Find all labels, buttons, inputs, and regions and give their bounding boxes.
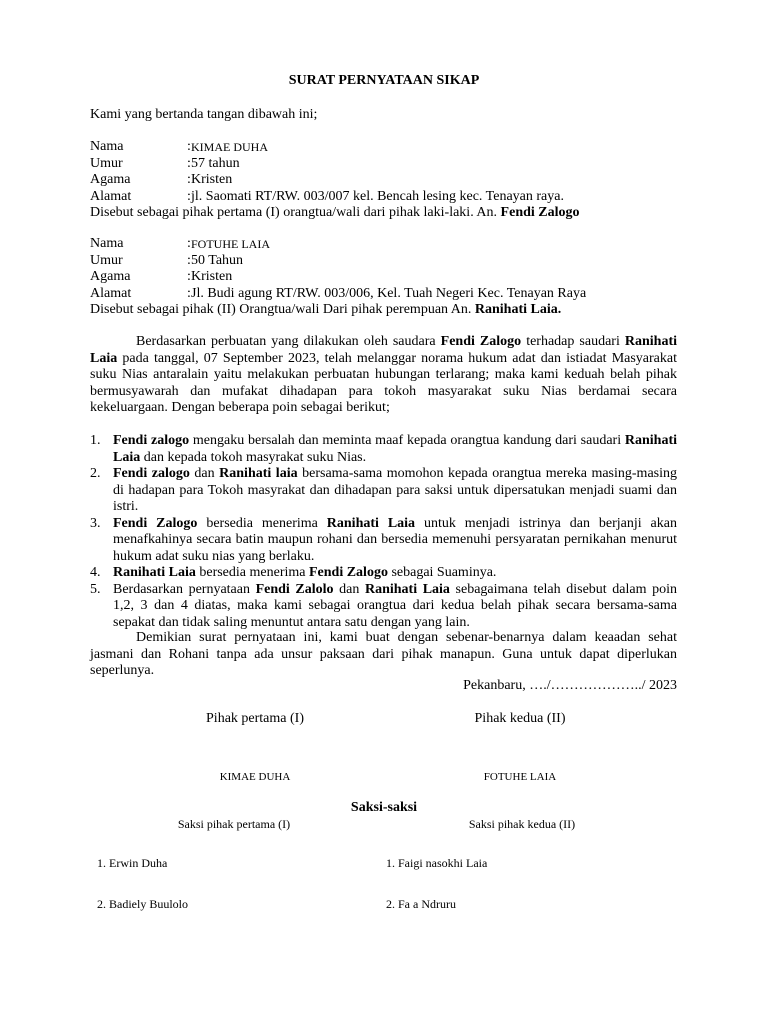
list-bold: Fendi Zalolo [255, 581, 334, 597]
body-name: Fendi Zalogo [440, 334, 522, 349]
party2-age-row [90, 253, 690, 270]
field-colon: : [187, 236, 191, 251]
list-number: 1. [90, 433, 101, 448]
party2-religion-row [90, 269, 690, 286]
field-label: Nama [90, 236, 124, 251]
sign-right-label: Pihak kedua (II) [474, 711, 566, 726]
list-bold: Fendi Zalogo [308, 565, 388, 580]
list-item [90, 516, 677, 566]
list-text [113, 582, 677, 632]
closing-paragraph: Demikian surat pernyataan ini, kami buat dengan sebenar-benarnya dalam keaadan sehat jasmani dan Rohani tanpa ada unsur paksaan dari pihak manapun. Guna untuk dapat diperlukan seperlunya. [90, 630, 677, 678]
list-number: 4. [90, 565, 101, 580]
party1-description [90, 205, 690, 222]
witness-right-1: 1. Faigi nasokhi Laia [386, 856, 488, 870]
list-plain: untuk menjadi istrinya dan berjanji akan menafkahinya secara batin maupun rohani dan bersedia memenuhi persyaratan pernikahan menurut hukum adat suku nias yang berlaku. [113, 515, 677, 564]
list-plain: bersama-sama momohon kepada orangtua mereka masing-masing di hadapan para Tokoh masyrakat dan dihadapan para saksi untuk dipersatukan menjadi suami dan istri. [113, 466, 677, 514]
field-value: 50 Tahun [191, 252, 244, 268]
party1-address-row [90, 189, 690, 206]
list-item [90, 466, 677, 516]
party1-identity [90, 139, 690, 222]
field-value: jl. Saomati RT/RW. 003/007 kel. Bencah lesing kec. Tenayan raya. [191, 188, 564, 204]
field-value: Jl. Budi agung RT/RW. 003/006, Kel. Tuah Negeri Kec. Tenayan Raya [191, 285, 587, 301]
description-text: Disebut sebagai pihak (II) Orangtua/wali Dari pihak perempuan An. [90, 302, 475, 317]
witness-left-1: 1. Erwin Duha [97, 856, 168, 870]
party1-age-row [90, 156, 690, 173]
list-plain: bersedia menerima [197, 515, 327, 531]
list-text [113, 516, 677, 566]
list-bold: Ranihati Laia [113, 565, 196, 580]
list-bold: Ranihati Laia [364, 581, 450, 597]
sign-left-name: KIMAE DUHA [219, 771, 291, 783]
field-label: Alamat [90, 188, 132, 204]
party2-address-row [90, 286, 690, 303]
party2-name-row [90, 236, 690, 253]
witness-right-2: 2. Fa a Ndruru [386, 897, 456, 911]
list-text [113, 466, 677, 516]
body-text: terhadap saudari [521, 334, 625, 349]
list-bold: Fendi zalogo [113, 433, 190, 448]
party1-religion-row [90, 172, 690, 189]
field-colon: : [187, 285, 191, 301]
list-plain: mengaku bersalah dan meminta maaf kepada orangtua kandung dari saudari [189, 433, 625, 448]
intro-text: Kami yang bertanda tangan dibawah ini; [90, 107, 318, 122]
list-bold: Fendi Zalogo [113, 515, 198, 531]
party2-identity [90, 236, 690, 319]
field-colon: : [187, 252, 191, 268]
field-value: 57 tahun [191, 155, 240, 171]
field-label: Agama [90, 269, 131, 284]
sign-left-label: Pihak pertama (I) [206, 711, 304, 726]
description-name: Ranihati Laia. [474, 302, 562, 317]
list-bold: Ranihati Laia [326, 515, 416, 531]
list-text [113, 433, 677, 466]
list-item [90, 433, 677, 466]
list-plain: dan [189, 466, 220, 481]
list-plain: sebagai Suaminya. [387, 565, 497, 580]
field-colon: : [187, 139, 191, 154]
list-text [113, 565, 677, 582]
body-text: pada tanggal, 07 September 2023, telah melanggar norama hukum adat dan istiadat Masyarakat suku Nias antaralain yaitu melakukan perbuatan hubungan terlarang; maka kami keduah belah pihak bermusyawarah dan mufakat dihadapan para tokoh masyarakat suku Nias berdamai secara kekeluargaan. Dengan beberapa poin sebagai berikut; [90, 350, 677, 415]
list-plain: dan [333, 581, 365, 597]
list-plain: Berdasarkan pernyataan [113, 581, 256, 597]
list-plain: bersedia menerima [195, 565, 309, 580]
description-text: Disebut sebagai pihak pertama (I) orangtua/wali dari pihak laki-laki. An. [90, 205, 501, 220]
witness-left-label: Saksi pihak pertama (I) [177, 817, 291, 831]
points-list [90, 433, 677, 631]
list-plain: dan kepada tokoh masyrakat suku Nias. [140, 449, 367, 465]
field-value: Kristen [191, 269, 233, 284]
body-text: Berdasarkan perbuatan yang dilakukan oleh saudara [136, 334, 441, 349]
field-label: Agama [90, 172, 131, 187]
party1-name-row [90, 139, 690, 156]
list-item [90, 582, 677, 632]
list-number: 2. [90, 466, 101, 481]
party2-description [90, 302, 690, 319]
field-value: KIMAE DUHA [191, 140, 268, 154]
body-name: Ranihati Laia [90, 334, 678, 366]
field-colon: : [187, 155, 191, 171]
body-paragraph [90, 334, 677, 417]
field-colon: : [187, 269, 191, 284]
list-number: 3. [90, 515, 101, 531]
field-label: Umur [90, 155, 123, 171]
list-number: 5. [90, 581, 101, 597]
field-colon: : [187, 172, 191, 187]
list-plain: sebagaimana telah disebut dalam poin 1,2, 3 dan 4 diatas, maka kami sebagai orangtua dari kedua belah pihak secara bersama-sama sepakat dan tidak saling menuntut antara satu dengan yang lain. [113, 581, 677, 630]
field-value: FOTUHE LAIA [191, 237, 270, 251]
list-bold: Ranihati laia [219, 466, 298, 481]
field-value: Kristen [191, 172, 233, 187]
date-line: Pekanbaru, …./………………../ 2023 [463, 678, 677, 693]
witness-right-label: Saksi pihak kedua (II) [468, 817, 576, 831]
field-colon: : [187, 188, 191, 204]
document-title: SURAT PERNYATAAN SIKAP [288, 73, 480, 88]
field-label: Umur [90, 252, 123, 268]
list-bold: Ranihati Laia [113, 433, 677, 465]
description-name: Fendi Zalogo [500, 205, 580, 220]
field-label: Alamat [90, 285, 132, 301]
list-item [90, 565, 677, 582]
list-bold: Fendi zalogo [113, 466, 190, 481]
sign-right-name: FOTUHE LAIA [483, 771, 557, 783]
witness-left-2: 2. Badiely Buulolo [97, 897, 188, 911]
field-label: Nama [90, 139, 124, 154]
witness-heading: Saksi-saksi [350, 800, 418, 815]
